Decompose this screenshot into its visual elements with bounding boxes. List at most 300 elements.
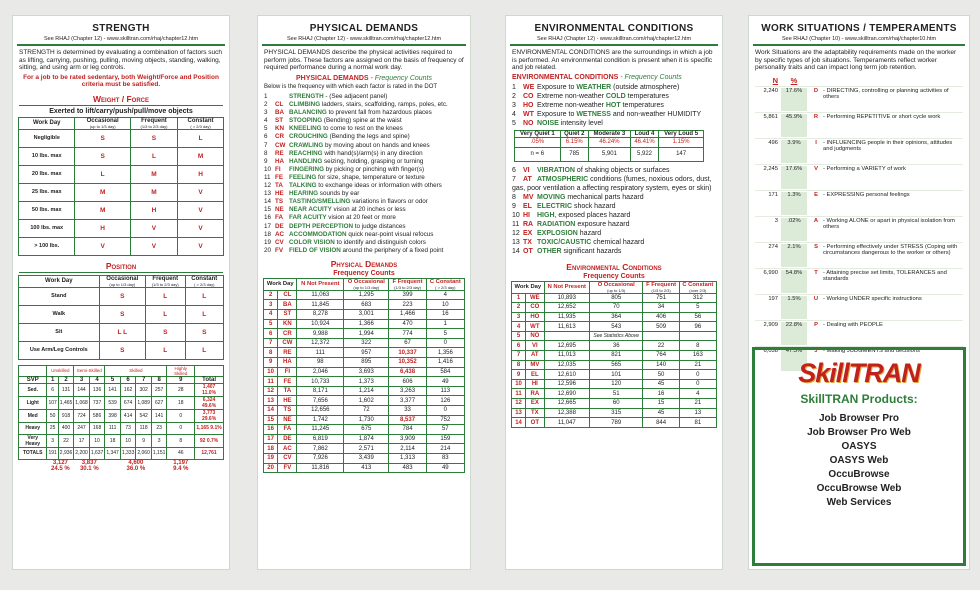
environmental-count [679,331,716,341]
noise-table [514,130,704,162]
physical-row [264,434,465,444]
environmental-intro: ENVIRONMENTAL CONDITIONS are the surroundings in which a job is performed. An environmental condition is present when it is specific and job related. [512,49,713,71]
physical-demand-item [264,142,464,150]
product-item[interactable]: OccuBrowse Web [816,483,902,494]
work-pct: 17.6% [781,166,807,189]
environmental-code: WT [526,322,544,332]
physical-count: 1,366 [344,319,389,329]
weight-force-level: V [75,237,130,255]
item-number: 7 [264,141,268,149]
weight-force-level: V [178,237,224,255]
item-code: AT [523,175,532,183]
physical-see-link[interactable]: See RHAJ (Chapter 12) - www.skilltran.com/rhaj/chapter12.htm [286,36,442,42]
environmental-item [512,211,716,220]
physical-demand-item [264,93,464,101]
environmental-col-label: O Occasional [597,281,635,288]
physical-row [264,367,465,377]
physical-count: 111 [297,348,344,358]
strength-see-link[interactable]: See RHAJ (Chapter 12) - www.skilltran.com/rhaj/chapter12.htm [43,36,199,42]
environmental-count [544,331,589,341]
position-level: L [185,305,223,323]
environmental-count: 12,695 [544,341,589,351]
product-item[interactable]: Job Browser Pro Web [807,427,911,438]
physical-count: 11,063 [297,290,344,300]
work-desc: - Working ALONE or apart in physical isolation from others [823,217,955,230]
physical-num: 15 [264,415,278,425]
item-number: 8 [512,193,516,201]
weight-force-row [19,147,224,165]
svp-cell: 1,151 [151,447,167,459]
item-prefix: Exposure to [537,83,577,91]
work-desc: - Performing effectively under STRESS (Coping with circumstances dangerous to the worker or others) [823,243,958,256]
weight-force-row [19,201,224,219]
product-item[interactable]: OASYS Web [829,455,889,466]
environmental-num: 8 [512,360,526,370]
physical-count: 1,214 [344,386,389,396]
svp-cell: 136 [89,383,105,396]
weight-force-col-header [178,117,224,129]
position-row [19,323,224,341]
physical-count: 1,874 [344,434,389,444]
weight-force-col-hint: (up to 1/3 day) [89,123,116,129]
environmental-row [512,360,717,370]
item-number: 9 [264,157,268,165]
environmental-num: 3 [512,312,526,322]
svp-sum-pct: 24.5 % [51,465,70,472]
svp-sum-value: 1,197 [173,459,189,466]
item-desc: around the periphery of a fixed point [340,246,444,254]
weight-force-level: M [75,201,130,219]
physical-row [264,463,465,473]
environmental-count: 56 [679,312,716,322]
work-desc: - Working UNDER specific instructions [823,295,922,302]
work-code: U [813,295,819,302]
item-name: CRAWLING [289,141,324,149]
item-desc: sounds by ear [318,190,360,198]
svp-sum [74,459,105,472]
item-code: NO [523,119,534,127]
weight-force-col-header [19,117,75,129]
physical-row [264,406,465,416]
item-number: 5 [264,125,268,133]
environmental-code: MV [526,360,544,370]
physical-col-header [344,278,389,290]
item-number: 13 [512,238,520,246]
physical-count: 16 [426,310,464,320]
position-row [19,287,224,305]
item-name: BALANCING [289,109,327,117]
svp-cell: 22 [58,434,74,447]
noise-count: 5,922 [630,147,658,161]
environmental-count: 509 [643,322,679,332]
work-situation-row [755,86,963,112]
environmental-code: TX [526,408,544,418]
svp-cell: 12,761 [195,447,224,459]
item-desc: chemical hazard [591,238,645,246]
work-see-link[interactable]: See RHAJ (Chapter 10) - www.skilltran.com/rhaj/chapter10.htm [781,36,937,42]
physical-row [264,386,465,396]
svp-table [18,365,224,472]
physical-code: FV [278,463,297,473]
item-desc: significant hazards [561,247,622,255]
item-desc: (Bending) spine at the waist [322,117,402,125]
item-name: REACHING [289,149,323,157]
svp-cell: 46 [167,447,195,459]
physical-code: FA [278,425,297,435]
environmental-item [512,238,716,247]
environmental-count: 764 [643,351,679,361]
work-code: V [814,165,818,172]
svp-row [19,409,224,422]
physical-num: 8 [264,348,278,358]
weight-force-row-label: 25 lbs. max [19,183,75,201]
environmental-row [512,399,717,409]
environmental-code: EX [526,399,544,409]
environmental-count: 51 [589,389,642,399]
item-code: VI [523,166,530,174]
position-level: L [185,287,223,305]
svp-cell: 118 [136,422,152,434]
environmental-num: 7 [512,351,526,361]
item-name: TOXIC/CAUSTIC [537,238,592,246]
physical-count: 1,373 [344,377,389,387]
product-item[interactable]: Web Services [826,497,892,508]
environmental-code: AT [526,351,544,361]
svp-cell: 107 [47,396,58,409]
environmental-count: 12,652 [544,303,589,313]
item-name: WETNESS [576,110,611,118]
position-level: S [145,323,185,341]
physical-row [264,396,465,406]
item-code: ST [275,117,284,125]
svp-sum [105,459,167,472]
work-situation-row [755,242,963,268]
environmental-col-hint: (up to 1/3) [607,287,626,293]
environmental-count: 12,690 [544,389,589,399]
item-name: MOVING [537,193,566,201]
physical-col-header [297,278,344,290]
work-code: E [814,191,818,198]
svp-row-label: Sed. [19,383,47,396]
noise-pct-row [515,137,704,147]
environmental-header-row [512,281,717,293]
physical-count: 126 [426,396,464,406]
physical-code: ST [278,310,297,320]
svp-cell: 3 [47,434,58,447]
item-code: CL [275,101,284,109]
environmental-code: OT [526,418,544,428]
physical-demand-item [264,133,464,141]
physical-demand-item [264,158,464,166]
svp-col-header: 6 [120,376,136,383]
work-code: R [813,113,819,120]
item-code: TX [523,238,532,246]
environmental-count: 34 [643,303,679,313]
position-row [19,305,224,323]
environmental-header [510,20,718,46]
svp-cell: 168 [89,422,105,434]
item-desc: temperatures [625,92,669,100]
physical-count: 1,313 [389,453,426,463]
physical-num: 16 [264,425,278,435]
physical-count: 5 [426,329,464,339]
environmental-count: 5 [679,303,716,313]
work-code: D [813,87,819,94]
item-number: 14 [264,198,272,206]
work-count: 5,861 [763,113,778,120]
environmental-table-title: Environmental Conditions [566,261,662,272]
physical-row [264,444,465,454]
svp-cell: 257 [151,383,167,396]
item-name: KNEELING [289,125,322,133]
item-name: DEPTH PERCEPTION [289,222,354,230]
svp-cell: 9 [136,434,152,447]
item-number: 7 [512,175,516,183]
work-pct: 45.9% [781,114,807,137]
item-code: MV [523,193,534,201]
position-level: S [99,287,145,305]
item-desc: of shaking objects or surfaces [574,166,670,174]
svp-cell: 247 [74,422,90,434]
weight-force-level: M [178,147,224,165]
work-desc: - Performing a VARIETY of work [823,165,906,172]
physical-code: NE [278,415,297,425]
environmental-col-label: C Constant [682,281,714,288]
svp-cell: 162 [120,383,136,396]
svp-sum-value: 3,127 [52,459,68,466]
item-number: 11 [512,220,520,228]
environmental-list-a [512,83,716,128]
product-item[interactable]: OASYS [841,441,877,452]
svp-sum-value: 3,837 [81,459,97,466]
item-prefix: Extreme non-weather [537,92,606,100]
environmental-count: 0 [679,379,716,389]
physical-num: 19 [264,453,278,463]
physical-count: 7,862 [297,444,344,454]
item-code: CO [523,92,534,100]
svp-cell: 302 [136,383,152,396]
environmental-see-link[interactable]: See RHAJ (Chapter 12) - www.skilltran.com/rhaj/chapter12.htm [536,36,692,42]
work-situation-row [755,320,963,346]
physical-count: 606 [389,377,426,387]
item-desc: vision at 20 inches or less [331,206,406,214]
weight-force-row [19,165,224,183]
physical-code: RE [278,348,297,358]
physical-col-label: O Occasional [347,278,385,285]
svp-cell: 2,936 [58,447,74,459]
item-desc: seizing, holding, grasping or turning [322,157,424,165]
item-name: STRENGTH [289,93,324,100]
environmental-freq-title-text: ENVIRONMENTAL CONDITIONS [512,73,619,81]
physical-count: 214 [426,444,464,454]
environmental-code: HI [526,379,544,389]
work-count: 496 [768,139,778,146]
environmental-count: 15 [643,399,679,409]
physical-count: 8,278 [297,310,344,320]
noise-pct: 46.24% [588,137,630,147]
environmental-row [512,389,717,399]
physical-demand-item [264,198,464,206]
environmental-count: 70 [589,303,642,313]
physical-code: TS [278,406,297,416]
svp-cell: 10 [120,434,136,447]
work-code: I [815,139,817,146]
weight-force-row [19,237,224,255]
product-item[interactable]: OccuBrowse [828,469,890,480]
item-number: 17 [264,222,272,230]
physical-count: 8,537 [389,415,426,425]
physical-title: PHYSICAL DEMANDS [309,23,419,34]
physical-num: 20 [264,463,278,473]
svp-cell: 3 [151,434,167,447]
work-count: 6,038 [763,347,778,354]
environmental-count: 45 [643,408,679,418]
environmental-item [512,193,716,202]
environmental-col-header [679,281,716,293]
weight-force-level: L [75,165,130,183]
noise-pct: 1.15% [659,137,704,147]
item-name: ACCOMMODATION [289,230,347,238]
physical-demand-item [264,214,464,222]
svp-cell: 542 [136,409,152,422]
item-name: COLOR VISION [289,238,335,246]
physical-header [262,20,466,46]
physical-demand-item [264,231,464,239]
item-desc: mechanical parts hazard [565,193,644,201]
item-desc: and non-weather HUMIDITY [610,110,702,118]
item-code: WT [523,110,534,118]
item-number: 9 [512,202,516,210]
svp-cell: 50 [47,409,58,422]
physical-count: 10,924 [297,319,344,329]
physical-count: 98 [297,358,344,368]
environmental-panel [505,15,723,570]
environmental-count: 543 [589,322,642,332]
item-desc: by picking or pinching with finger(s) [323,165,425,173]
physical-count: 2,571 [344,444,389,454]
environmental-num: 9 [512,370,526,380]
physical-count: 10,733 [297,377,344,387]
svp-group-spacer [19,365,47,376]
svp-row-label: Heavy [19,422,47,434]
physical-num: 10 [264,367,278,377]
products-list [755,412,963,510]
weight-force-row-label: 20 lbs. max [19,165,75,183]
weight-force-level: V [130,219,177,237]
physical-demand-item [264,239,464,247]
environmental-count: 12,388 [544,408,589,418]
item-number: 13 [264,190,272,198]
work-col-n: N [772,75,778,85]
work-situation-row [755,216,963,242]
physical-row [264,310,465,320]
item-name: TALKING [289,182,317,190]
physical-num: 9 [264,358,278,368]
environmental-count: 60 [589,399,642,409]
environmental-item [512,110,716,119]
item-number: 20 [264,246,272,254]
physical-col-label: Work Day [266,281,294,288]
work-situation-row [755,294,963,320]
environmental-col-label: F Frequent [646,281,677,288]
svp-sum [47,459,74,472]
item-code: OT [523,247,533,255]
physical-count: 584 [426,367,464,377]
physical-demands-table [263,278,465,473]
strength-panel [12,15,230,570]
weight-force-col-label: Work Day [32,120,61,126]
item-number: 2 [512,92,516,100]
physical-demands-panel [257,15,471,570]
svp-cell: 398 [105,409,121,422]
environmental-num: 14 [512,418,526,428]
item-code: RE [275,149,284,157]
noise-level-header: Loud 4 [630,130,658,137]
physical-row [264,377,465,387]
item-name: CROUCHING [289,133,328,141]
item-name: NEAR ACUITY [289,206,332,214]
environmental-count: 45 [643,379,679,389]
environmental-count: See Statistics Above [589,331,642,341]
svp-cell: 1,347 [105,447,121,459]
physical-intro: PHYSICAL DEMANDS describe the physical activities required to perform jobs. These factors are assigned on the basis of frequency of required performance during a normal work day. [264,49,464,71]
svp-row-label: TOTALS [19,447,47,459]
position-level: L [145,287,185,305]
noise-pct: 46.41% [630,137,658,147]
item-code: HA [275,157,285,165]
environmental-count: 12,610 [544,370,589,380]
physical-count: 10,352 [389,358,426,368]
item-code: WE [523,83,535,91]
svp-sum-pct: 30.1 % [79,465,99,472]
item-code: AC [275,230,285,238]
physical-count: 1,295 [344,290,389,300]
product-item[interactable]: Job Browser Pro [818,413,900,424]
environmental-code: RA [526,389,544,399]
physical-col-label: F Frequent [392,278,423,285]
environmental-count: 21 [679,360,716,370]
physical-count: 1,742 [297,415,344,425]
svp-col-header: 5 [105,376,121,383]
svp-row [19,447,224,459]
position-col-header [185,275,223,287]
environmental-code: EL [526,370,544,380]
work-desc: - Making JUDGMENTS and decisions [823,347,920,354]
item-desc: to prevent fall from hazardous places [326,109,432,117]
physical-code: HA [278,358,297,368]
item-desc: for size, shape, temperature or texture [316,173,425,181]
item-name: HANDLING [289,157,323,165]
item-code: CR [275,133,285,141]
weight-force-subtitle: Exerted to lift/carry/push/pull/move objects [49,107,193,115]
noise-count: 785 [560,147,588,161]
work-code: P [814,321,818,328]
svp-sum [167,459,195,472]
products-box [752,347,966,566]
work-situations-list [755,86,963,372]
physical-num: 13 [264,396,278,406]
physical-num: 14 [264,406,278,416]
position-title: Position [19,260,223,273]
strength-title: STRENGTH [92,23,150,34]
work-count: 2,245 [763,165,778,172]
environmental-col-hint: (over 2/3) [689,287,707,293]
physical-count: 470 [389,319,426,329]
physical-demand-item [264,223,464,231]
item-number: 14 [512,247,520,255]
svp-cell: 1,333 [120,447,136,459]
environmental-col-header [643,281,679,293]
